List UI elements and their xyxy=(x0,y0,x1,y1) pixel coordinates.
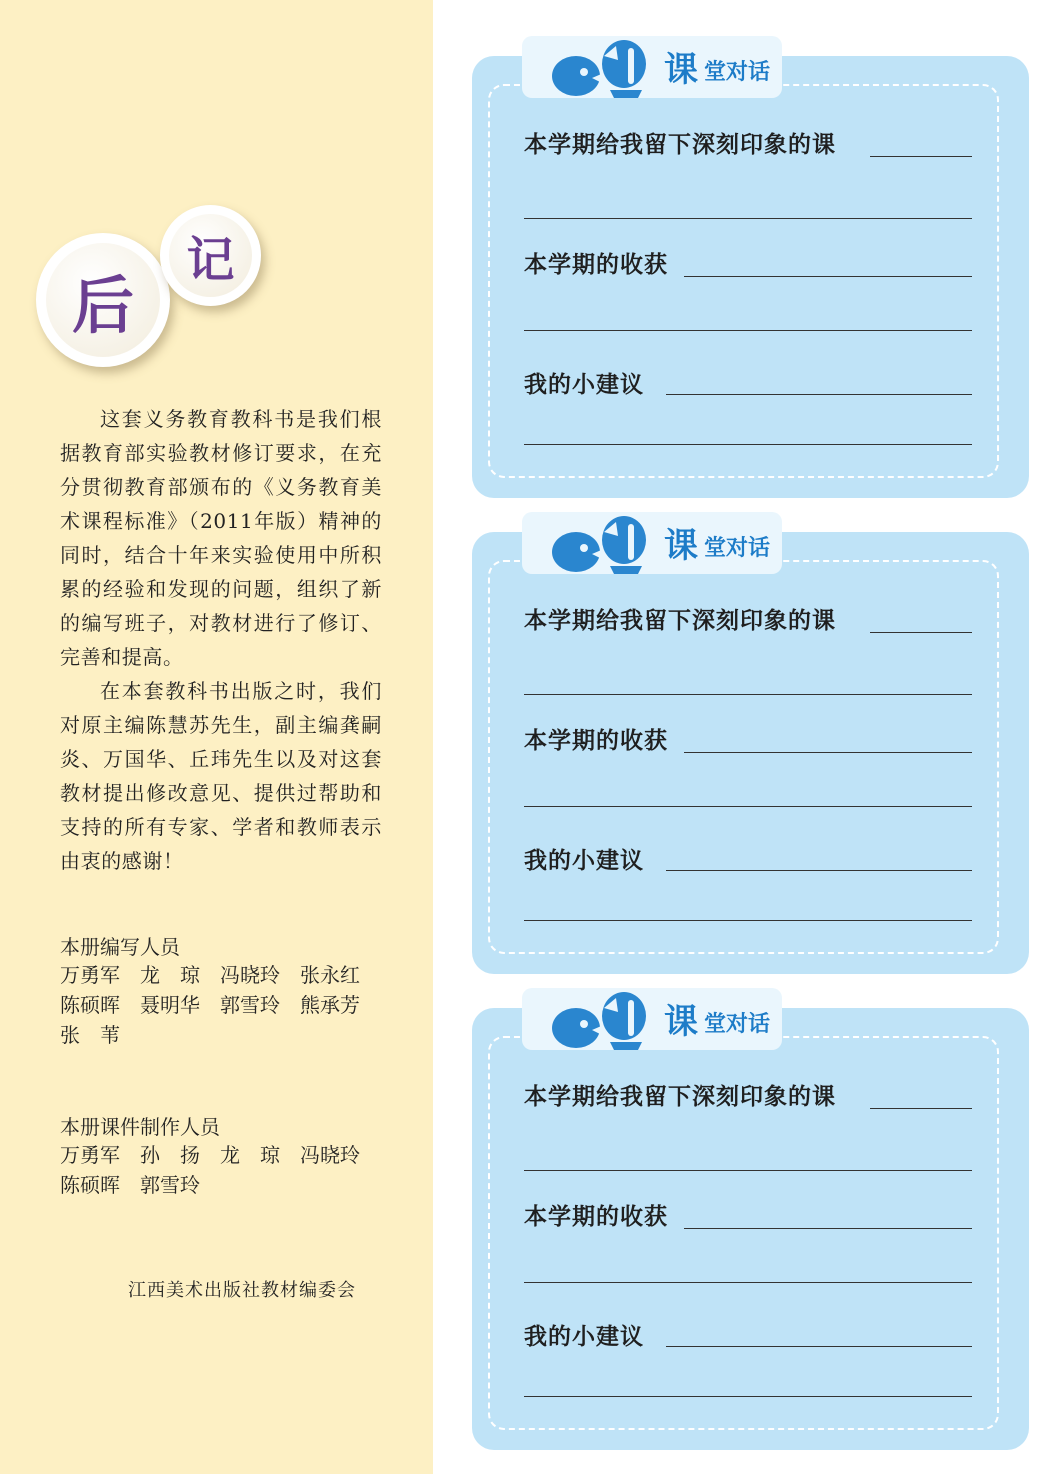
publisher-signature: 江西美术出版社教材编委会 xyxy=(128,1280,356,1301)
answer-line[interactable] xyxy=(870,156,972,157)
prompt-impressive-lesson: 本学期给我留下深刻印象的课 xyxy=(524,1083,836,1110)
two-faces-talking-icon xyxy=(544,514,654,574)
answer-line[interactable] xyxy=(524,444,972,445)
prompt-suggestion: 我的小建议 xyxy=(524,371,644,398)
tab-title-rest: 堂对话 xyxy=(704,536,771,561)
tab-title-ke: 课 xyxy=(664,526,698,566)
answer-line[interactable] xyxy=(524,1282,972,1283)
title-circle-ji xyxy=(160,205,261,306)
prompt-impressive-lesson: 本学期给我留下深刻印象的课 xyxy=(524,607,836,634)
answer-line[interactable] xyxy=(524,1170,972,1171)
prompt-gains: 本学期的收获 xyxy=(524,1203,668,1230)
answer-line[interactable] xyxy=(666,870,972,871)
card-tab xyxy=(522,512,782,574)
answer-line[interactable] xyxy=(870,1108,972,1109)
courseware-names: 万勇军 孙 扬 龙 琼 冯晓玲 陈硕晖 郭雪玲 xyxy=(60,1143,360,1197)
writers-title: 本册编写人员 xyxy=(60,935,180,959)
answer-line[interactable] xyxy=(524,218,972,219)
answer-line[interactable] xyxy=(524,694,972,695)
dialogue-card-2 xyxy=(472,526,1029,974)
prompt-gains: 本学期的收获 xyxy=(524,251,668,278)
title-char-ji: 记 xyxy=(169,214,252,297)
answer-line[interactable] xyxy=(524,1396,972,1397)
afterword-panel xyxy=(0,0,433,1474)
answer-line[interactable] xyxy=(666,394,972,395)
answer-line[interactable] xyxy=(666,1346,972,1347)
dialogue-card-1 xyxy=(472,50,1029,498)
tab-title-rest: 堂对话 xyxy=(704,60,771,85)
courseware-title: 本册课件制作人员 xyxy=(60,1115,220,1139)
answer-line[interactable] xyxy=(524,920,972,921)
title-char-hou: 后 xyxy=(46,243,160,357)
card-tab xyxy=(522,36,782,98)
prompt-suggestion: 我的小建议 xyxy=(524,847,644,874)
answer-line[interactable] xyxy=(524,806,972,807)
answer-line[interactable] xyxy=(684,752,972,753)
tab-title-rest: 堂对话 xyxy=(704,1012,771,1037)
answer-line[interactable] xyxy=(684,276,972,277)
afterword-paragraph-1: 这套义务教育教科书是我们根据教育部实验教材修订要求，在充分贯彻教育部颁布的《义务教育美术课程标准》（2011年版）精神的同时，结合十年来实验使用中所积累的经验和发现的问题，组织了新的编写班子，对教材进行了修订、完善和提高。 xyxy=(60,407,382,669)
writers-names: 万勇军 龙 琼 冯晓玲 张永红 陈硕晖 聂明华 郭雪玲 熊承芳 张 苇 xyxy=(60,963,360,1047)
answer-line[interactable] xyxy=(684,1228,972,1229)
prompt-gains: 本学期的收获 xyxy=(524,727,668,754)
prompt-impressive-lesson: 本学期给我留下深刻印象的课 xyxy=(524,131,836,158)
title-circle-hou xyxy=(36,233,170,367)
two-faces-talking-icon xyxy=(544,38,654,98)
afterword-paragraph-2: 在本套教科书出版之时，我们对原主编陈慧苏先生，副主编龚嗣炎、万国华、丘玮先生以及对这套教材提出修改意见、提供过帮助和支持的所有专家、学者和教师表示由衷的感谢！ xyxy=(60,679,382,873)
afterword-body xyxy=(60,402,382,878)
two-faces-talking-icon xyxy=(544,990,654,1050)
tab-title-ke: 课 xyxy=(664,1002,698,1042)
dialogue-card-3 xyxy=(472,1002,1029,1450)
card-tab xyxy=(522,988,782,1050)
answer-line[interactable] xyxy=(870,632,972,633)
tab-title-ke: 课 xyxy=(664,50,698,90)
prompt-suggestion: 我的小建议 xyxy=(524,1323,644,1350)
answer-line[interactable] xyxy=(524,330,972,331)
